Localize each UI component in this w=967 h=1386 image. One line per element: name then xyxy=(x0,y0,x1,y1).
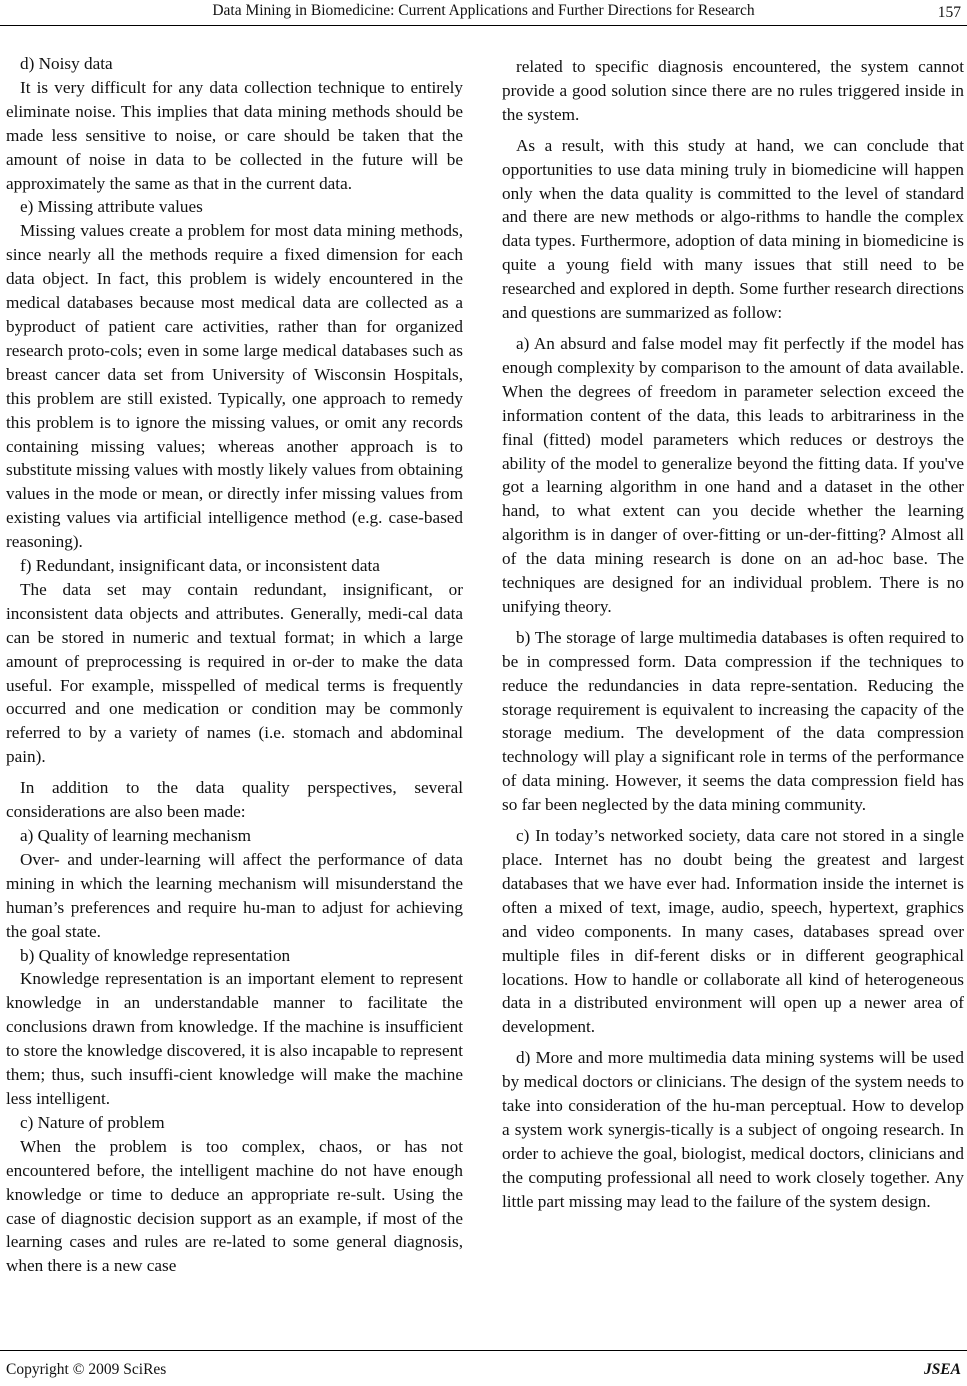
body-paragraph: The data set may contain redundant, insignificant, or inconsistent data objects and attributes. Generally, medi-cal data can be stored in numeric and textual format; in which a large amount of preprocessing is required in or-der to make the data useful. For example, misspelled of medical terms is frequently occurred and one medication or condition may be commonly referred to by a variety of names (i.e. stomach and abdominal pain). xyxy=(6,579,463,767)
body-paragraph: Missing values create a problem for most data mining methods, since nearly all the methods require a fixed dimension for each data object. In fact, this problem is widely encountered in the medical databases because most medical data are collected as a byproduct of patient care activities, rather than for organized research proto-cols; even in some large medical databases such as breast cancer data set from University of Wisconsin Hospitals, this problem are still existed. Typically, one approach to remedy this problem is to ignore the missing values, or omit any records containing missing values; whereas another approach is to substitute missing values with mostly likely values from obtaining values in the mode or mean, or directly infer missing values from existing values via artificial intelligence method (e.g. case-based reasoning). xyxy=(6,221,463,552)
section-subheading: d) Noisy data xyxy=(20,54,113,73)
body-paragraph: c) In today’s networked society, data care not stored in a single place. Internet has no doubt being the greatest and largest databases that we have ever had. Information inside the internet is often a mixed of text, image, audio, speech, hypertext, graphics and video components. In many cases, databases spread over multiple files in dif-ferent disks or in different geographical locations. How to handle or collaborate all kind of heterogeneous data in a distributed environment will open up a newer area of development. xyxy=(502,826,964,1037)
journal-abbreviation: JSEA xyxy=(923,1361,961,1378)
running-title: Data Mining in Biomedicine: Current Applications and Further Directions for Research xyxy=(212,2,755,19)
footer-rule xyxy=(0,1350,967,1351)
body-paragraph: Knowledge representation is an important element to represent knowledge in an understandable manner to facilitate the conclusions drawn from knowledge. If the machine is insufficient to store the knowledge discovered, it is also incapable to represent them; thus, such insuffi-cient knowledge will make the machine less intelligent. xyxy=(6,969,463,1108)
right-column xyxy=(502,55,964,1214)
section-subheading: a) Quality of learning mechanism xyxy=(20,826,251,845)
section-subheading: b) Quality of knowledge representation xyxy=(20,945,291,965)
body-paragraph: It is very difficult for any data collection technique to entirely eliminate noise. This implies that data mining methods should be made less sensitive to noise, or care should be taken that the amount of noise in data to be collected in the future will be approximately the same as that in the current data. xyxy=(6,77,463,193)
body-paragraph: As a result, with this study at hand, we can conclude that opportunities to use data mining truly in biomedicine will happen only when the data quality is committed to the level of standard and there are new methods or algo-rithms to handle the complex data types. Furthermore, adoption of data mining in biomedicine is quite a young field with many issues that still need to be researched and explored in depth. Some further research directions and questions are summarized as follow: xyxy=(502,135,964,323)
body-paragraph: d) More and more multimedia data mining systems will be used by medical doctors or clinicians. The design of the system needs to take into consideration of the hu-man perceptual. How to develop a system work synergis-tically is a subject of ongoing research. In order to achieve the goal, biologist, medical doctors, clinicians and the computing professional all need to work closely together. Any little part missing may lead to the failure of the system design. xyxy=(502,1048,964,1211)
running-header xyxy=(0,0,967,24)
body-paragraph: a) An absurd and false model may fit perfectly if the model has enough complexity by comparison to the amount of data available. When the degrees of freedom in parameter selection exceed the information content of the data, this leads to arbitrariness in the final (fitted) model parameters which reduces or destroys the ability of the model to generalize beyond the fitting data. If you've got a learning algorithm in one hand and a dataset in the other hand, to what extent can you decide whether the learning algorithm is in danger of over-fitting or un-der-fitting? Almost all of the data mining research is done on an ad-hoc base. The techniques are designed for an individual problem. There is no unifying theory. xyxy=(502,333,964,616)
body-paragraph: In addition to the data quality perspectives, several considerations are also been made: xyxy=(6,778,463,822)
header-rule xyxy=(0,25,967,26)
page-footer xyxy=(0,1350,967,1380)
page-number: 157 xyxy=(937,4,961,21)
section-subheading: c) Nature of problem xyxy=(20,1112,165,1132)
body-paragraph: related to specific diagnosis encountered, the system cannot provide a good solution since there are no rules triggered inside in the system. xyxy=(502,57,964,124)
body-paragraph: b) The storage of large multimedia databases is often required to be in compressed form. Data compression if the techniques to reduce the redundancies in data repre-sentation. Reducing the storage requirement is equivalent to increasing the capacity of the storage medium. The development of the data compression technology will play a significant role in terms of the performance of data mining. However, it seems the data compression field has so far been neglected by the data mining community. xyxy=(502,627,964,815)
section-subheading: e) Missing attribute values xyxy=(20,197,203,217)
body-paragraph: When the problem is too complex, chaos, or has not encountered before, the intelligent machine do not have enough knowledge or time to deduce an appropriate re-sult. Using the case of diagnostic decision support as an example, if most of the learning cases and rules are re-lated to some general diagnosis, when there is a new case xyxy=(6,1136,463,1276)
section-subheading: f) Redundant, insignificant data, or inconsistent data xyxy=(20,556,380,576)
copyright-notice: Copyright © 2009 SciRes xyxy=(6,1361,167,1378)
body-paragraph: Over- and under-learning will affect the performance of data mining in which the learning mechanism will misunderstand the human’s preferences and require hu-man to adjust for achieving the goal state. xyxy=(6,849,463,941)
left-column xyxy=(6,52,463,1278)
